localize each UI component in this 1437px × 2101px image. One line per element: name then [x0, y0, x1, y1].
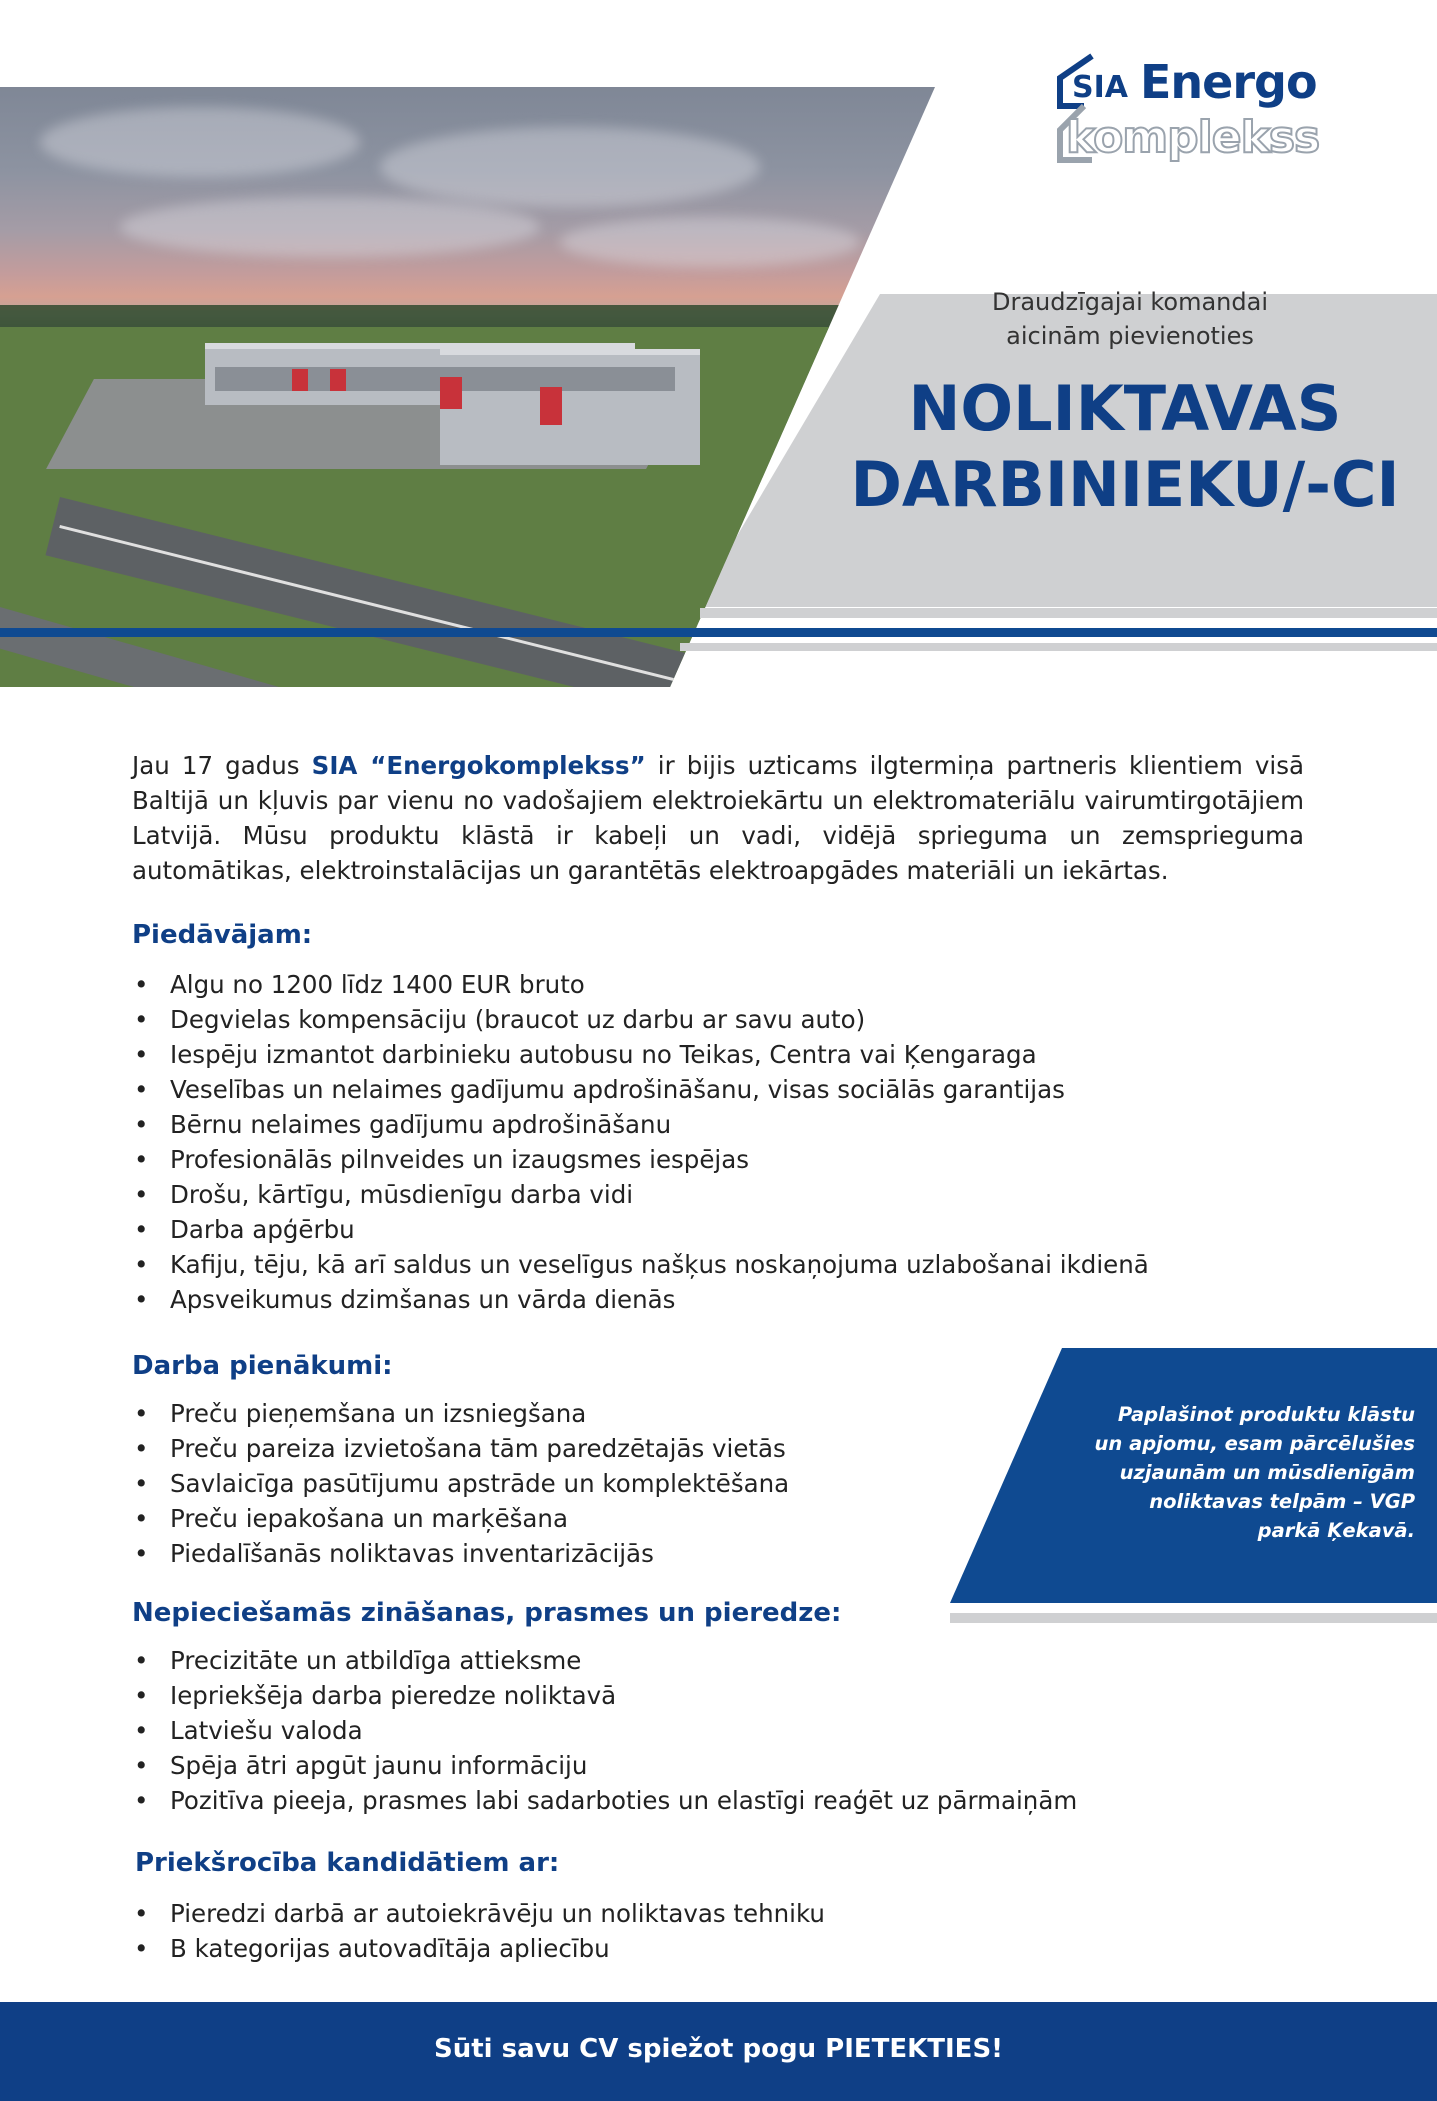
list-item: • Pieredzi darbā ar autoiekrāvēju un noliktavas tehniku [132, 1896, 825, 1931]
decorative-stripe [680, 643, 1437, 651]
offer-list [132, 967, 1149, 1317]
callout-line: parkā Ķekavā. [1257, 1519, 1415, 1542]
skills-list [132, 1643, 1077, 1818]
footer-cta-text: Sūti savu CV spiežot pogu PIETEKTIES! [433, 2034, 1004, 2064]
intro-text: Draudzīgajai komandai [991, 288, 1268, 316]
list-item: • Preču pieņemšana un izsniegšana [132, 1396, 789, 1431]
list-item: • Piedalīšanās noliktavas inventarizācijās [132, 1536, 789, 1571]
lead-text: Jau 17 gadus [132, 751, 312, 780]
intro-text: aicinām pievienoties [1006, 322, 1254, 350]
logo-word-energo: Energo [1140, 55, 1317, 109]
list-item: • Algu no 1200 līdz 1400 EUR bruto [132, 967, 1149, 1002]
section-heading-skills: Nepieciešamās zināšanas, prasmes un pieredze: [132, 1598, 842, 1628]
callout-line: un apjomu, esam pārcēlušies [1094, 1432, 1415, 1455]
callout-line: Paplašinot produktu klāstu [1117, 1403, 1415, 1426]
list-item: • Latviešu valoda [132, 1713, 1077, 1748]
list-item: • Kafiju, tēju, kā arī saldus un veselīgus našķus noskaņojuma uzlabošanai ikdienā [132, 1247, 1149, 1282]
list-item: • Drošu, kārtīgu, mūsdienīgu darba vidi [132, 1177, 1149, 1212]
callout-text [1060, 1400, 1415, 1545]
company-name: SIA “Energokomplekss” [311, 751, 646, 780]
list-item: • B kategorijas autovadītāja apliecību [132, 1931, 825, 1966]
decorative-stripe [950, 1613, 1437, 1623]
job-title: DARBINIEKU/-CI [850, 448, 1400, 521]
list-item: • Iepriekšēja darba pieredze noliktavā [132, 1678, 1077, 1713]
list-item: • Bērnu nelaimes gadījumu apdrošināšanu [132, 1107, 1149, 1142]
list-item: • Preču iepakošana un marķēšana [132, 1501, 789, 1536]
advantage-list [132, 1896, 825, 1966]
lead-text: ir bijis uzticams ilgtermiņa partneris klientiem visā Baltijā un kļuvis par vienu no vadošajiem elektroiekārtu un elektromateriālu vairumtirgotājiem Latvijā. Mūsu produktu klāstā ir kabeļi un vadi, vidējā sprieguma un zemsprieguma automātikas, elektroinstalācijas un garantētās elektroapgādes materiāli un iekārtas. [132, 751, 1304, 885]
list-item: • Degvielas kompensāciju (braucot uz darbu ar savu auto) [132, 1002, 1149, 1037]
list-item: • Veselības un nelaimes gadījumu apdrošināšanu, visas sociālās garantijas [132, 1072, 1149, 1107]
callout-line: noliktavas telpām – VGP [1149, 1490, 1415, 1513]
company-description [132, 748, 1304, 888]
list-item: • Iespēju izmantot darbinieku autobusu no Teikas, Centra vai Ķengaraga [132, 1037, 1149, 1072]
decorative-stripe [0, 628, 1437, 637]
section-heading-advantage: Priekšrocība kandidātiem ar: [135, 1848, 560, 1878]
list-item: • Apsveikumus dzimšanas un vārda dienās [132, 1282, 1149, 1317]
section-heading-duties: Darba pienākumi: [132, 1351, 393, 1381]
section-heading-offer: Piedāvājam: [132, 920, 313, 950]
list-item: • Pozitīva pieeja, prasmes labi sadarboties un elastīgi reaģēt uz pārmaiņām [132, 1783, 1077, 1818]
job-title: NOLIKTAVAS [908, 372, 1342, 445]
callout-line: uzjaunām un mūsdienīgām [1119, 1461, 1415, 1484]
logo-word-komplekss: komplekss [1066, 112, 1320, 163]
list-item: • Preču pareiza izvietošana tām paredzētajās vietās [132, 1431, 789, 1466]
logo-prefix: SIA [1072, 70, 1128, 105]
list-item: • Profesionālās pilnveides un izaugsmes iespējas [132, 1142, 1149, 1177]
list-item: • Precizitāte un atbildīga attieksme [132, 1643, 1077, 1678]
list-item: • Savlaicīga pasūtījumu apstrāde un komplektēšana [132, 1466, 789, 1501]
duties-list [132, 1396, 789, 1571]
list-item: • Spēja ātri apgūt jaunu informāciju [132, 1748, 1077, 1783]
list-item: • Darba apģērbu [132, 1212, 1149, 1247]
decorative-stripe [700, 608, 1437, 618]
